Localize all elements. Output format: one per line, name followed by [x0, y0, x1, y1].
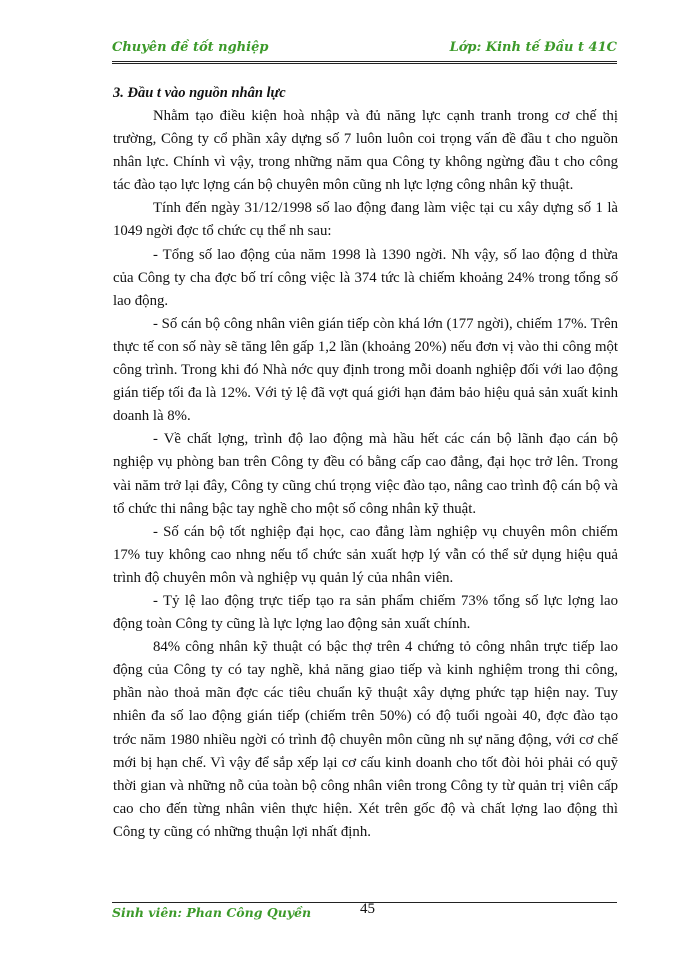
paragraph-direct-labor: - Tỷ lệ lao động trực tiếp tạo ra sản phẩm chiếm 73% tổng số lực lợng lao động toàn Công ty cũng là lực lợng lao động sản xuất chính. [113, 592, 618, 633]
paragraph-total-labor: - Tổng số lao động của năm 1998 là 1390 ngời. Nh vậy, số lao động d thừa của Công ty cha đợc bố trí công việc là 374 tức là chiếm khoảng 24% trong tổng số lao động. [113, 246, 618, 309]
page-number: 45 [360, 901, 375, 917]
page-header [112, 40, 617, 58]
header-class-label: Lớp: Kinh tế Đầu t 41C [449, 40, 617, 55]
page-footer [112, 901, 617, 923]
paragraph-graduates: - Số cán bộ tốt nghiệp đại học, cao đẳng làm nghiệp vụ chuyên môn chiếm 17% tuy không cao nhng nếu tổ chức sản xuất hợp lý vẫn có thể sử dụng hiệu quả trình độ chuyên môn và nghiệp vụ quản lý của nhân viên. [113, 523, 618, 586]
paragraph-intro: Nhằm tạo điều kiện hoà nhập và đủ năng lực cạnh tranh trong cơ chế thị trường, Công ty cổ phần xây dựng số 7 luôn luôn coi trọng vấn đề đầu t cho nguồn nhân lực. Chính vì vậy, trong những năm qua Công ty không ngừng đầu t cho công tác đào tạo lực lợng cán bộ chuyên môn cũng nh lực lợng công nhân kỹ thuật. [113, 108, 618, 194]
paragraph-technical-workers: 84% công nhân kỹ thuật có bậc thợ trên 4 chứng tỏ công nhân trực tiếp lao động của Công ty có tay nghề, khả năng giao tiếp và kinh nghiệm trong thi công, phần nào thoả mãn đợc các tiêu chuẩn kỹ thuật xây dựng phức tạp hiện nay. Tuy nhiên đa số lao động gián tiếp (chiếm trên 50%) có độ tuổi ngoài 40, đợc đào tạo trớc năm 1980 nhiều ngời có trình độ chuyên môn cũng nh sự năng động, với cơ chế mới bị hạn chế. Vì vậy để sắp xếp lại cơ cấu kinh doanh cho tốt đòi hỏi phải có quỹ thời gian và những nỗ của toàn bộ công nhân viên trong Công ty từ quản trị viên cấp cao cho đến từng nhân viên thực hiện. Xét trên gốc độ và chất lợng lao động thì Công ty cũng có những thuận lợi nhất định. [113, 639, 618, 840]
header-divider [112, 61, 617, 64]
section-heading: 3. Đầu t vào nguồn nhân lực [113, 85, 286, 101]
section-body [113, 82, 618, 844]
paragraph-indirect-staff: - Số cán bộ công nhân viên gián tiếp còn khá lớn (177 ngời), chiếm 17%. Trên thực tế con số này sẽ tăng lên gấp 1,2 lần (khoảng 20%) nếu đơn vị vào thi công một công trình. Trong khi đó Nhà nớc quy định trong mỗi doanh nghiệp đối với lao động gián tiếp tối đa là 12%. Với tỷ lệ đã vợt quá giới hạn đảm bảo hiệu quả sản xuất kinh doanh là 8%. [113, 315, 618, 425]
header-thesis-title: Chuyên đề tốt nghiệp [112, 40, 269, 55]
paragraph-quality: - Về chất lợng, trình độ lao động mà hầu hết các cán bộ lãnh đạo cán bộ nghiệp vụ phòng ban trên Công ty đều có bằng cấp cao đẳng, đại học trở lên. Trong vài năm trở lại đây, Công ty cũng chú trọng việc đào tạo, nâng cao trình độ cán bộ và tổ chức thi nâng bậc tay nghề cho một số công nhân kỹ thuật. [113, 431, 618, 517]
footer-student-name: Sinh viên: Phan Công Quyền [112, 905, 312, 920]
paragraph-workforce-count: Tính đến ngày 31/12/1998 số lao động đang làm việc tại cu xây dựng số 1 là 1049 ngời đợc tổ chức cụ thể nh sau: [113, 200, 618, 240]
